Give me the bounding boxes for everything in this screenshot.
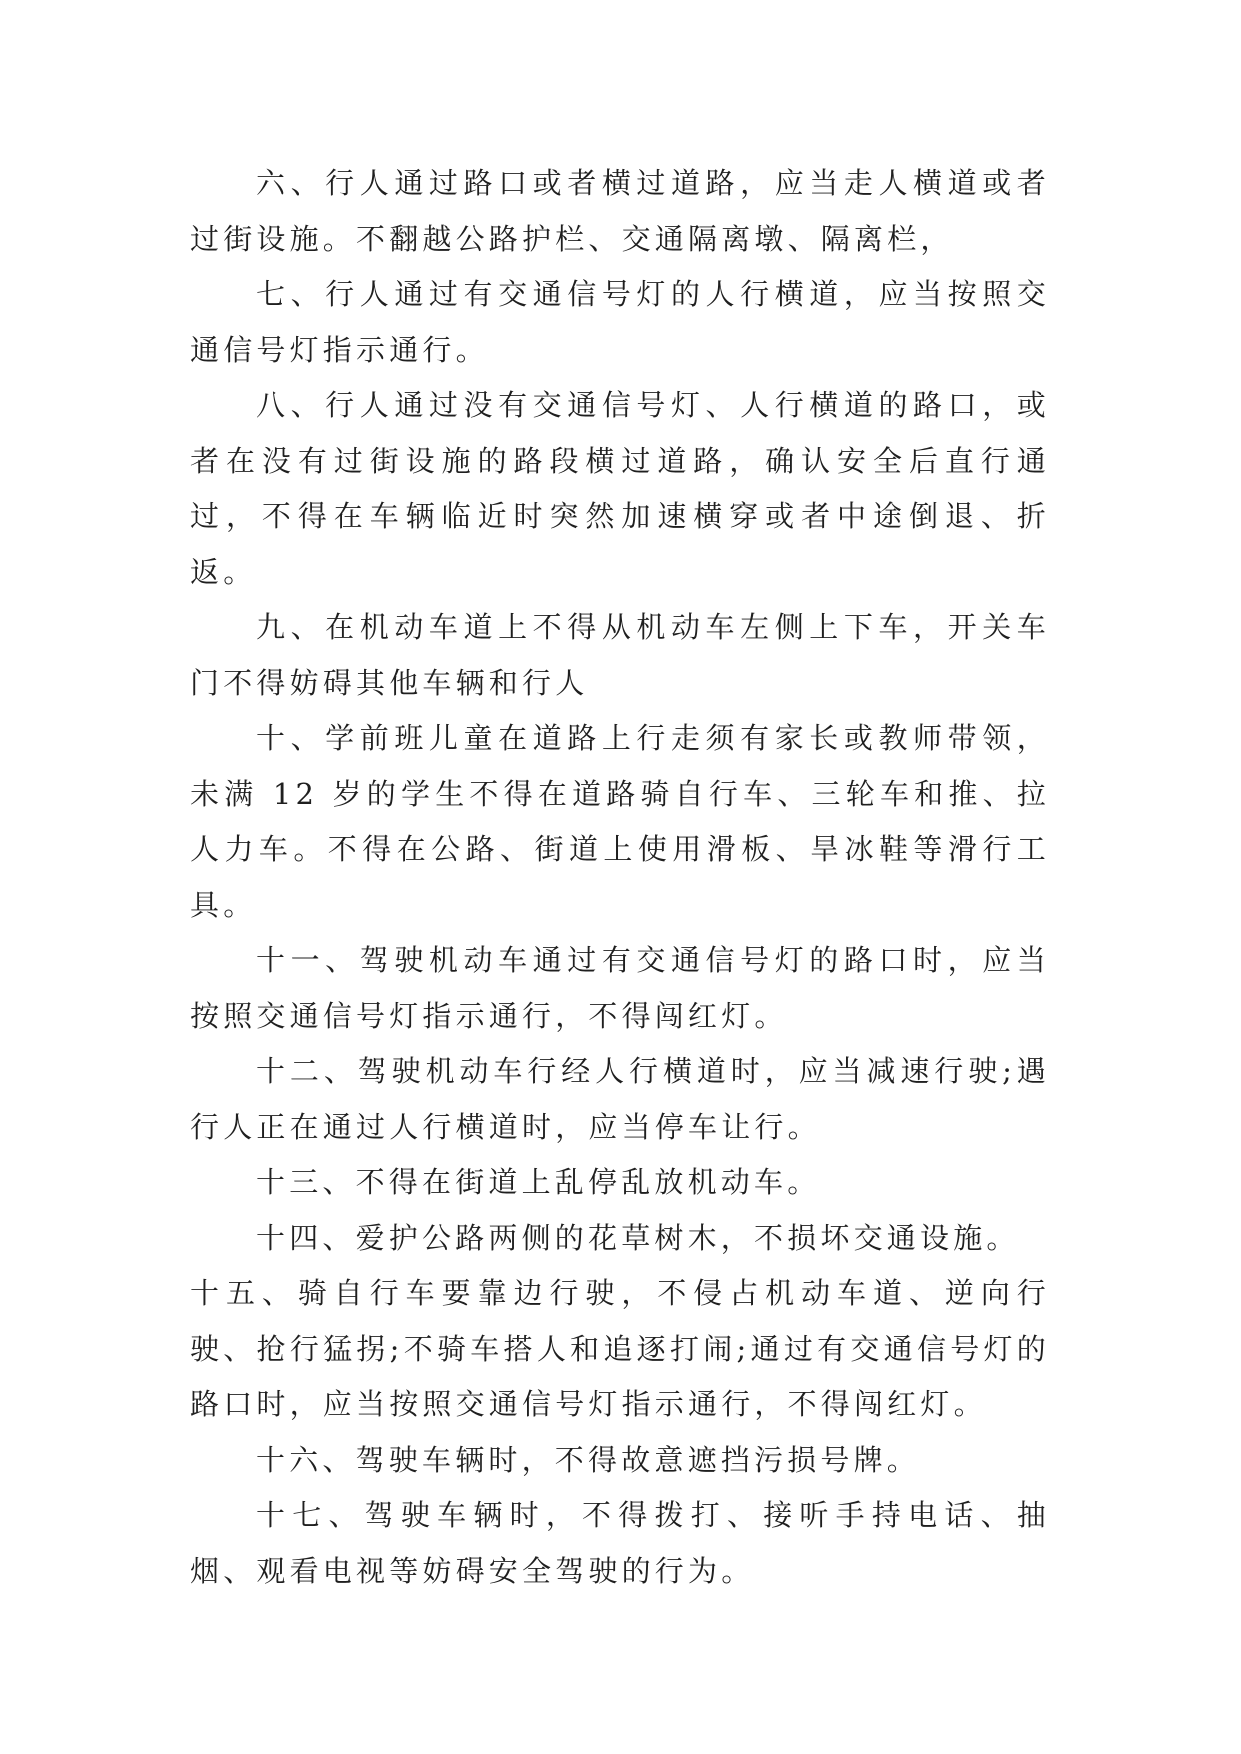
paragraph-rule-9: 九、在机动车道上不得从机动车左侧上下车，开关车门不得妨碍其他车辆和行人: [190, 610, 1050, 700]
paragraph-rule-11: 十一、驾驶机动车通过有交通信号灯的路口时，应当按照交通信号灯指示通行，不得闯红灯。: [190, 943, 1050, 1033]
paragraph-rule-7: 七、行人通过有交通信号灯的人行横道，应当按照交通信号灯指示通行。: [190, 277, 1050, 367]
document-body: [190, 156, 1050, 1599]
paragraph-rule-16: 十六、驾驶车辆时，不得故意遮挡污损号牌。: [256, 1442, 921, 1477]
paragraph-rule-10: 十、学前班儿童在道路上行走须有家长或教师带领，未满 12 岁的学生不得在道路骑自行车、三轮车和推、拉人力车。不得在公路、街道上使用滑板、旱冰鞋等滑行工具。: [190, 721, 1050, 922]
paragraph-rule-15: 十五、骑自行车要靠边行驶，不侵占机动车道、逆向行驶、抢行猛拐;不骑车搭人和追逐打闹;通过有交通信号灯的路口时，应当按照交通信号灯指示通行，不得闯红灯。: [190, 1276, 1050, 1421]
paragraph-rule-8: 八、行人通过没有交通信号灯、人行横道的路口，或者在没有过街设施的路段横过道路，确认安全后直行通过，不得在车辆临近时突然加速横穿或者中途倒退、折返。: [190, 388, 1050, 589]
paragraph-rule-17: 十七、驾驶车辆时，不得拨打、接听手持电话、抽烟、观看电视等妨碍安全驾驶的行为。: [190, 1498, 1050, 1588]
paragraph-rule-6: 六、行人通过路口或者横过道路，应当走人横道或者过街设施。不翻越公路护栏、交通隔离墩、隔离栏，: [190, 166, 1050, 256]
paragraph-rule-14: 十四、爱护公路两侧的花草树木，不损坏交通设施。: [256, 1220, 1020, 1255]
paragraph-rule-12: 十二、驾驶机动车行经人行横道时，应当减速行驶;遇行人正在通过人行横道时，应当停车让行。: [190, 1054, 1050, 1144]
paragraph-rule-13: 十三、不得在街道上乱停乱放机动车。: [256, 1165, 821, 1199]
